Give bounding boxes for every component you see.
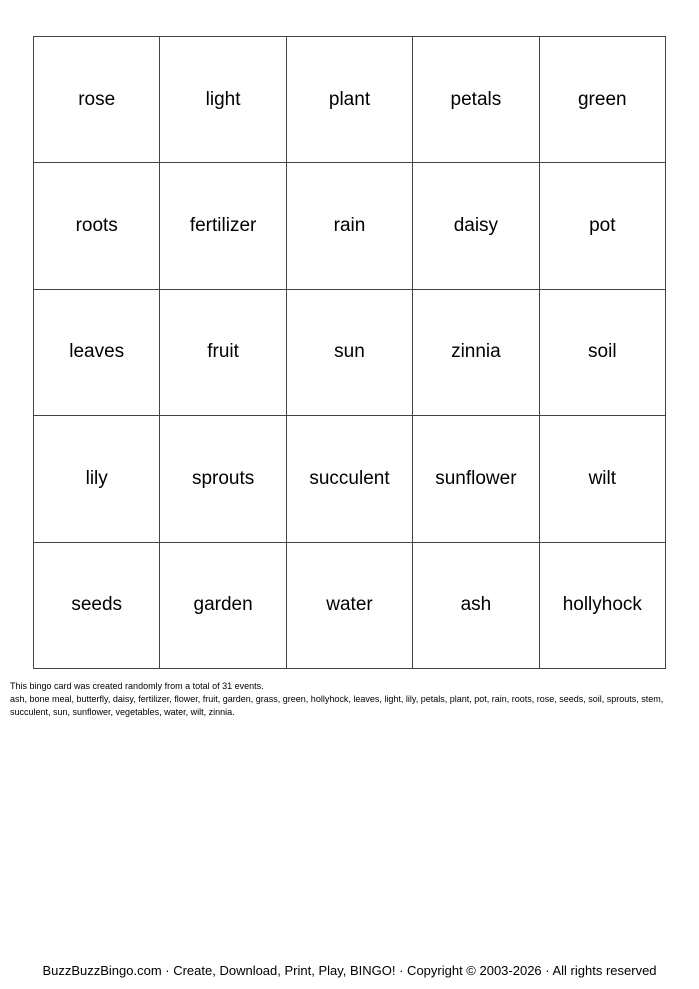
bingo-cell: sun: [287, 290, 413, 416]
bingo-cell: ash: [413, 543, 539, 669]
bingo-cell: lily: [34, 416, 160, 542]
bingo-cell: roots: [34, 163, 160, 289]
bingo-cell: succulent: [287, 416, 413, 542]
bingo-cell: petals: [413, 37, 539, 163]
bingo-cell: fruit: [160, 290, 286, 416]
bingo-cell: zinnia: [413, 290, 539, 416]
bingo-cell: wilt: [540, 416, 666, 542]
bingo-cell: sprouts: [160, 416, 286, 542]
bingo-cell: daisy: [413, 163, 539, 289]
bingo-cell: garden: [160, 543, 286, 669]
bingo-cell: rain: [287, 163, 413, 289]
card-info: [10, 680, 699, 719]
bingo-cell: light: [160, 37, 286, 163]
bingo-cell: rose: [34, 37, 160, 163]
bingo-cell: plant: [287, 37, 413, 163]
events-list: ash, bone meal, butterfly, daisy, fertilizer, flower, fruit, garden, grass, green, hollyhock, leaves, light, lily, petals, plant, pot, rain, roots, rose, seeds, soil, sprouts, stem, succulent, sun, sunflower, vegetables, water, wilt, zinnia.: [10, 694, 664, 717]
bingo-cell: fertilizer: [160, 163, 286, 289]
bingo-cell: green: [540, 37, 666, 163]
bingo-card-grid: [33, 36, 666, 669]
card-summary: This bingo card was created randomly from a total of 31 events.: [10, 681, 264, 691]
bingo-cell: sunflower: [413, 416, 539, 542]
bingo-cell: hollyhock: [540, 543, 666, 669]
bingo-cell: leaves: [34, 290, 160, 416]
footer-copyright: BuzzBuzzBingo.com · Create, Download, Print, Play, BINGO! · Copyright © 2003-2026 · All rights reserved: [42, 963, 657, 978]
bingo-cell: soil: [540, 290, 666, 416]
bingo-cell: pot: [540, 163, 666, 289]
bingo-cell: water: [287, 543, 413, 669]
bingo-cell: seeds: [34, 543, 160, 669]
